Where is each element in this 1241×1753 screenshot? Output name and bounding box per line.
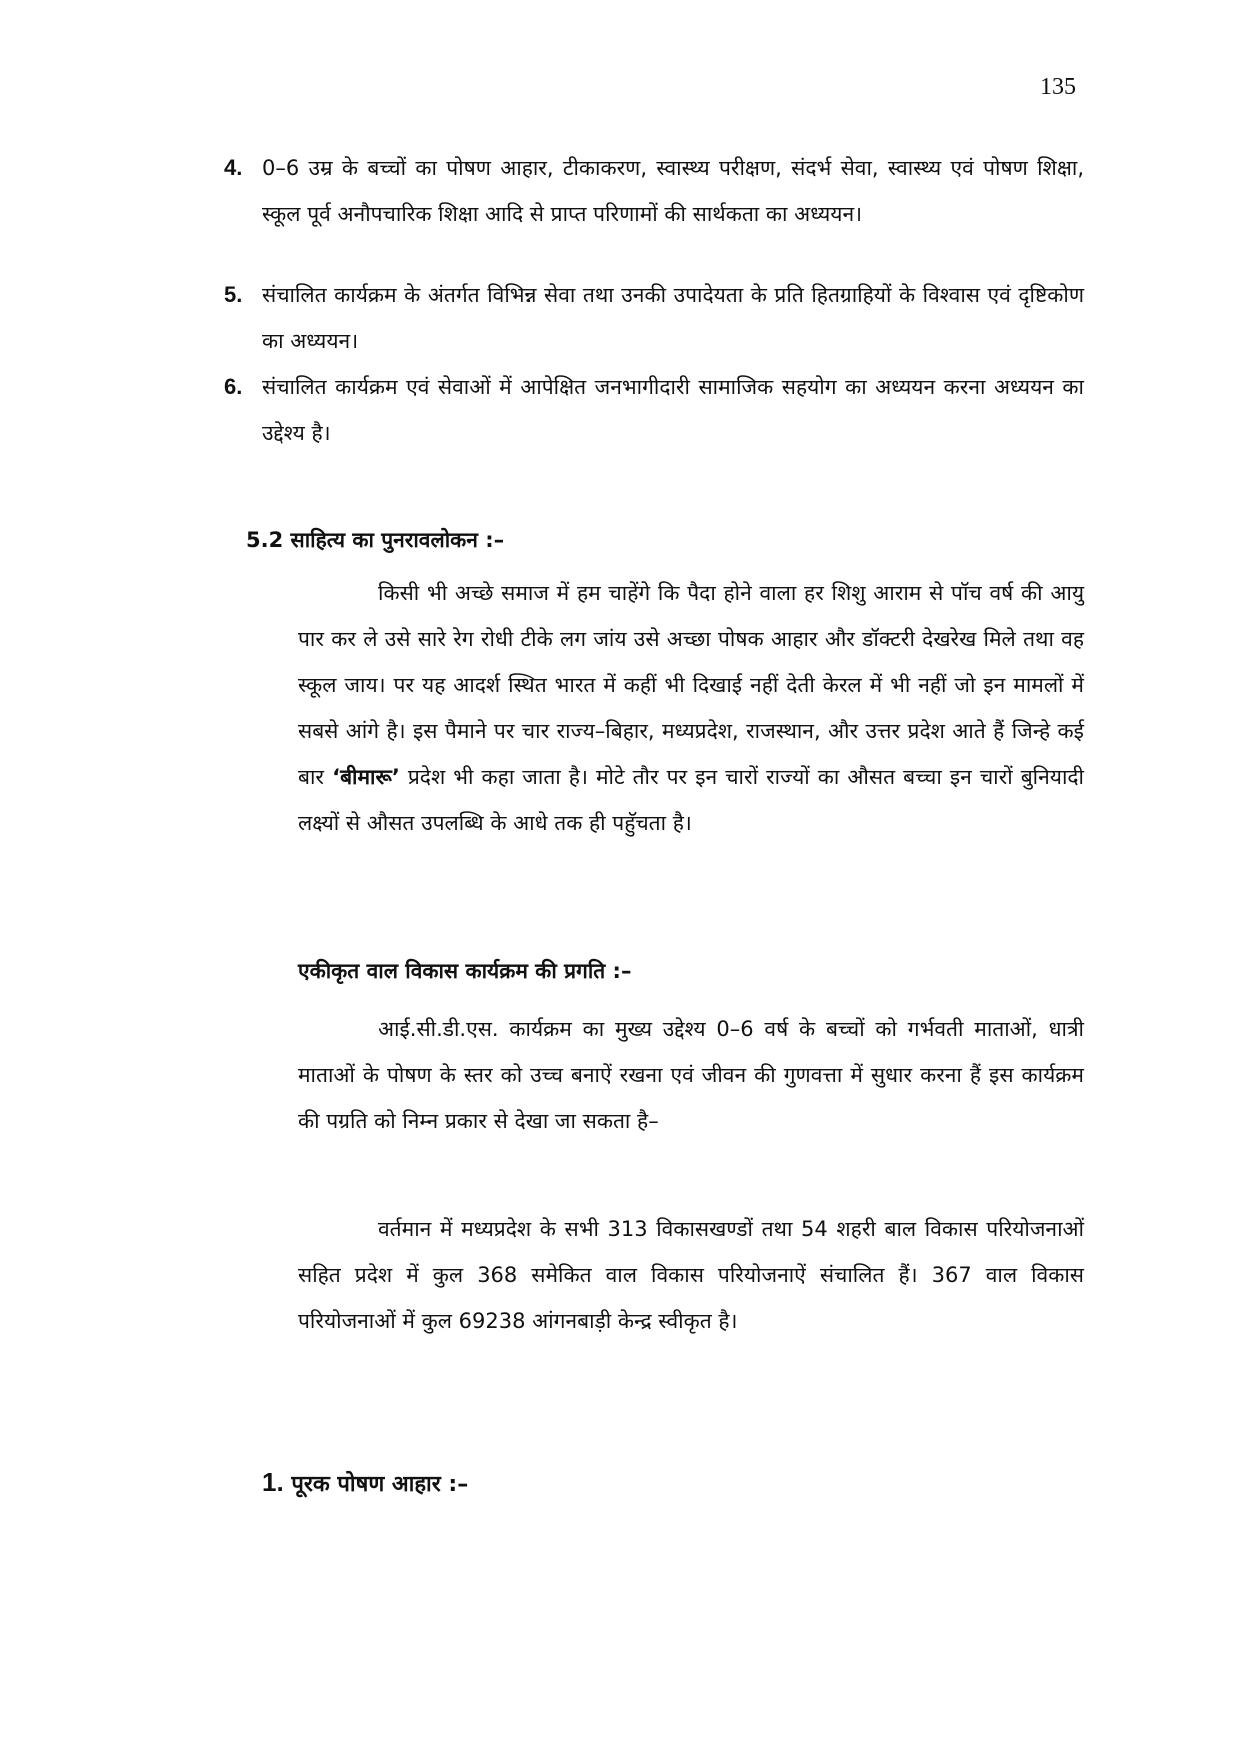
objective-number: 6.	[224, 374, 243, 399]
objective-text: संचालित कार्यक्रम के अंतर्गत विभिन्न सेवा तथा उनकी उपादेयता के प्रति हितग्राहियों के विश्वास एवं दृष्टिकोण का अध्ययन।	[262, 283, 1084, 353]
section-title: पूरक पोषण आहार :–	[291, 1472, 469, 1497]
page-number: 135	[1040, 74, 1076, 100]
icds-paragraph-1: आई.सी.डी.एस. कार्यक्रम का मुख्य उद्देश्य 0–6 वर्ष के बच्चों को गर्भवती माताओं, धात्री माताओं के पोषण के स्तर को उच्च बनाऐं रखना एवं जीवन की गुणवत्ता में सुधार करना हैं इस कार्यक्रम की पग्रति को निम्न प्रकार से देखा जा सकता है–	[298, 1017, 1084, 1133]
icds-paragraph-2: वर्तमान में मध्यप्रदेश के सभी 313 विकासखण्डों तथा 54 शहरी बाल विकास परियोजनाओं सहित प्रदेश में कुल 368 समेकित वाल विकास परियोजनाऐं संचालित हैं। 367 वाल विकास परियोजनाओं में कुल 69238 आंगनबाड़ी केन्द्र स्वीकृत है।	[298, 1217, 1084, 1333]
objective-number: 4.	[224, 155, 243, 180]
objective-text: 0–6 उम्र के बच्चों का पोषण आहार, टीकाकरण, स्वास्थ्य परीक्षण, संदर्भ सेवा, स्वास्थ्य एवं पोषण शिक्षा, स्कूल पूर्व अनौपचारिक शिक्षा आदि से प्राप्त परिणामों की सार्थकता का अध्ययन।	[262, 156, 1084, 226]
section-heading-5-2: 5.2 साहित्य का पुनरावलोकन :–	[246, 528, 505, 552]
section-number: 1.	[262, 1467, 284, 1497]
bimaru-term: ‘बीमारू’	[332, 765, 400, 789]
literature-review-paragraph	[298, 570, 1084, 846]
objective-item-5	[224, 272, 1084, 364]
objective-item-4	[224, 145, 1084, 237]
icds-progress-heading: एकीकृत वाल विकास कार्यक्रम की प्रगति :–	[298, 959, 632, 983]
objective-number: 5.	[224, 282, 243, 307]
paragraph-text: किसी भी अच्छे समाज में हम चाहेंगे कि पैदा होने वाला हर शिशु आराम से पॉच वर्ष की आयु पार कर ले उसे सारे रेग रोधी टीके लग जांय उसे अच्छा पोषक आहार और डॉक्टरी देखरेख मिले तथा वह स्कूल जाय। पर यह आदर्श स्थित भारत में कहीं भी दिखाई नहीं देती केरल में भी नहीं जो इन मामलों में सबसे आंगे है। इस पैमाने पर चार राज्य–बिहार, मध्यप्रदेश, राजस्थान, और उत्तर प्रदेश आते हैं जिन्हे कई बार	[298, 581, 1084, 789]
paragraph-text: प्रदेश भी कहा जाता है। मोटे तौर पर इन चारों राज्यों का औसत बच्चा इन चारों बुनियादी लक्ष्यों से औसत उपलब्धि के आधे तक ही पहुॅचता है।	[298, 765, 1084, 835]
objective-item-6	[224, 364, 1084, 456]
section-heading-1	[262, 1467, 468, 1498]
objective-text: संचालित कार्यक्रम एवं सेवाओं में आपेक्षित जनभागीदारी सामाजिक सहयोग का अध्ययन करना अध्ययन का उद्देश्य है।	[262, 375, 1084, 445]
